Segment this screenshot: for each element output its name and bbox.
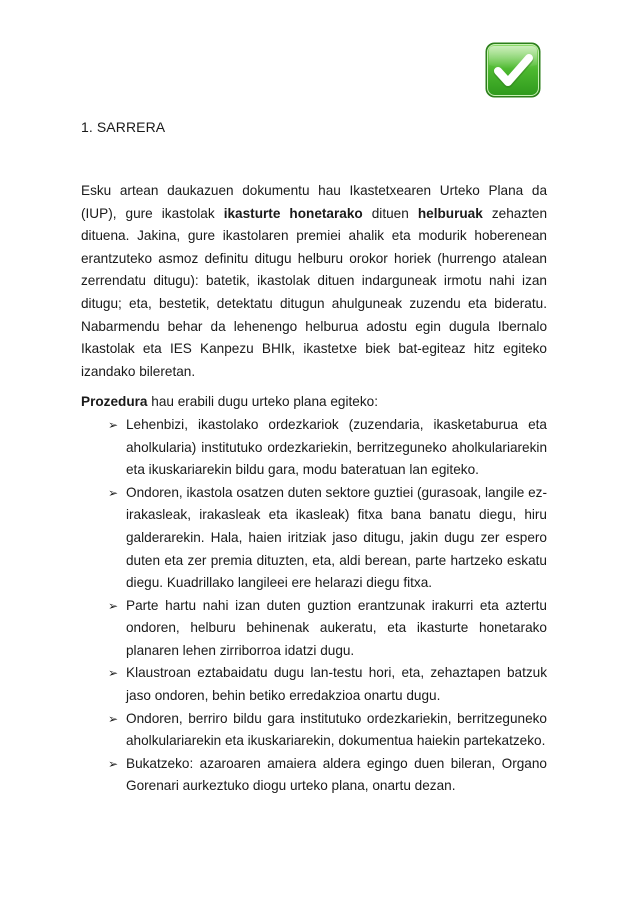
- list-item-text: Parte hartu nahi izan duten guztion erantzunak irakurri eta aztertu ondoren, helburu behinenak aukeratu, eta ikasturte honetarako planaren lehen zirriborroa idatzi dugu.: [126, 597, 547, 658]
- arrow-bullet-icon: ➢: [108, 711, 119, 726]
- intro-bold-1: ikasturte honetarako: [223, 205, 363, 221]
- list-item-text: Lehenbizi, ikastolako ordezkariok (zuzendaria, ikasketaburua eta aholkularia) institutuko ordezkariekin, berritzeguneko aholkulariarekin eta ikuskariarekin bildu gara, modu bateratuan lan egiteko.: [126, 416, 547, 478]
- list-item: [81, 414, 547, 482]
- list-item: [81, 595, 547, 663]
- list-item-text: Bukatzeko: azaroaren amaiera aldera egingo duen bileran, Organo Gorenari aurkeztuko diogu urteko plana, onartu dezan.: [126, 755, 547, 794]
- procedure-intro: [81, 391, 547, 414]
- list-item: [81, 753, 547, 798]
- intro-bold-2: helburuak: [417, 205, 483, 221]
- list-item: [81, 662, 547, 707]
- intro-text-3: zehazten dituena. Jakina, gure ikastolaren premiei ahalik eta modurik hoberenean erantzuteko asmoz definitu ditugu helburu orokor horiek (hurrengo atalean zerrendatu ditugu): batetik, ikastolak dituen indarguneak irmotu nahi izan ditugu; eta, bestetik, detektatu ditugun ahulguneak zuzendu eta bideratu. Nabarmendu behar da lehenengo helburua adostu egin dugula Ibernalo Ikastolak eta IES Kanpezu BHIk, ikastetxe biek bat-egiteaz hitz egiteko izandako bileretan.: [81, 205, 548, 379]
- arrow-bullet-icon: ➢: [108, 756, 119, 771]
- green-check-icon: [484, 41, 542, 99]
- intro-paragraph: [81, 180, 547, 383]
- list-item-text: Ondoren, berriro bildu gara institutuko ordezkariekin, berritzeguneko aholkulariarekin eta ikuskariarekin, dokumentua haiekin partekatzeko.: [126, 710, 547, 749]
- procedure-text: hau erabili dugu urteko plana egiteko:: [147, 394, 378, 410]
- list-item-text: Ondoren, ikastola osatzen duten sektore guztiei (gurasoak, langile ez-irakasleak, irakasleak eta ikasleak) fitxa bana banatu diegu, hiru galderarekin. Hala, haien iritziak jaso ditugu, jakin dugu zer espero duten eta zer premia dituzten, eta, aldi berean, parte hartzeko eskatu diegu. Kuadrillako langileei ere helarazi diegu fitxa.: [126, 484, 547, 591]
- list-item: [81, 482, 547, 595]
- section-heading: 1. SARRERA: [81, 119, 166, 135]
- list-item: [81, 708, 547, 753]
- procedure-steps-list: [81, 414, 547, 798]
- document-body: [81, 180, 547, 798]
- arrow-bullet-icon: ➢: [108, 417, 119, 432]
- arrow-bullet-icon: ➢: [108, 666, 119, 681]
- procedure-bold: Prozedura: [81, 394, 148, 410]
- intro-text-2: dituen: [362, 205, 418, 221]
- arrow-bullet-icon: ➢: [108, 598, 119, 613]
- arrow-bullet-icon: ➢: [108, 485, 119, 500]
- intro-text-1: Esku artean daukazuen dokumentu hau Ikastetxearen Urteko Plana da (IUP), gure ikastolak: [81, 183, 547, 221]
- list-item-text: Klaustroan eztabaidatu dugu lan-testu hori, eta, zehaztapen batzuk jaso ondoren, behin betiko erredakzioa onartu dugu.: [126, 665, 547, 704]
